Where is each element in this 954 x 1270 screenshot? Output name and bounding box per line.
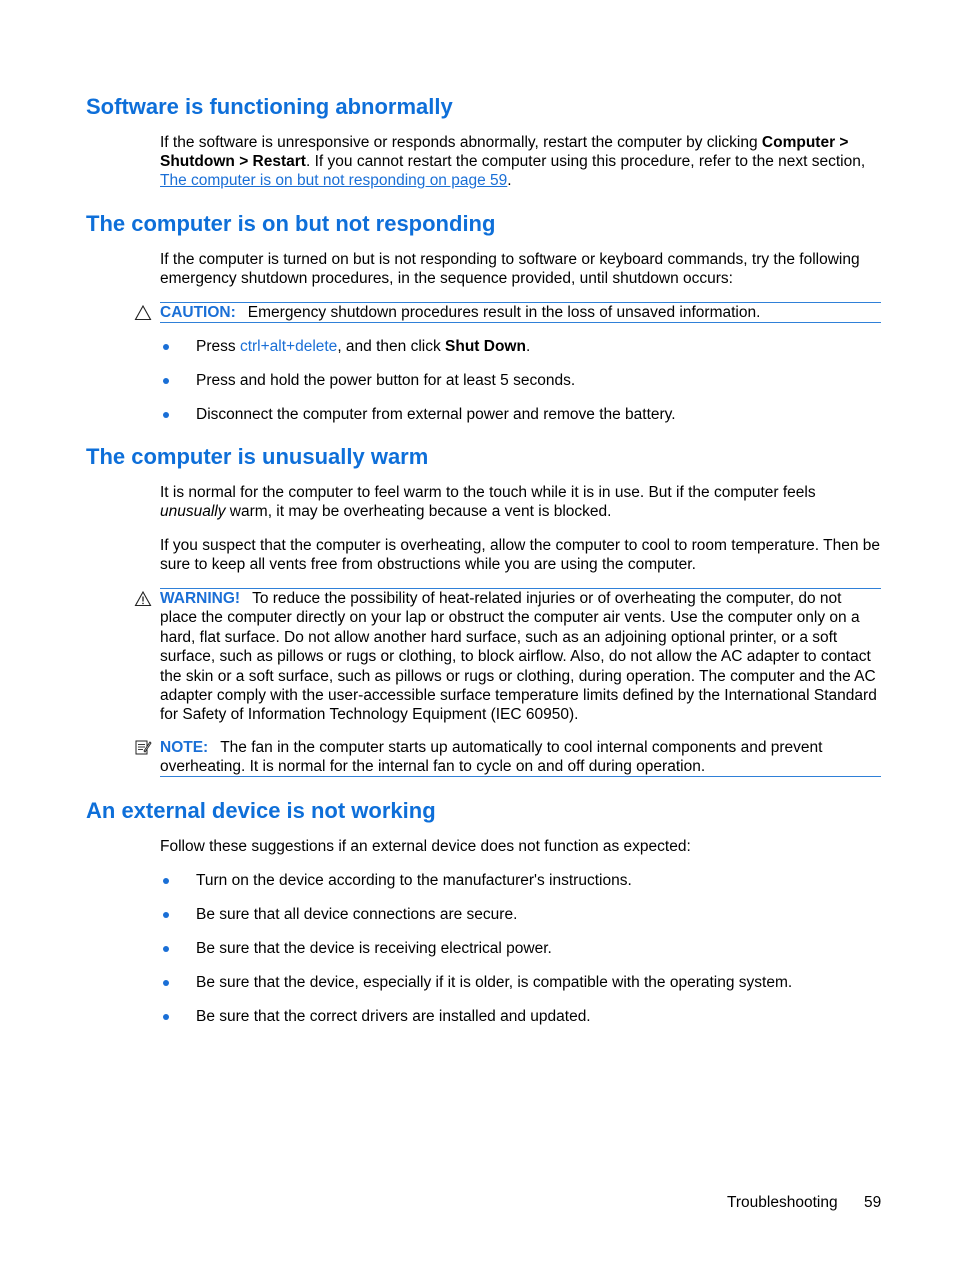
footer-page-number: 59 bbox=[864, 1194, 882, 1211]
external-device-list bbox=[160, 871, 884, 1041]
note-content bbox=[160, 738, 881, 777]
warm-paragraph-1 bbox=[160, 483, 884, 521]
ctrl-alt-delete-keys: ctrl+alt+delete bbox=[239, 338, 338, 355]
caution-text: Emergency shutdown procedures result in the loss of unsaved information. bbox=[247, 304, 761, 321]
list-item bbox=[160, 871, 884, 890]
bullet-text-a: Press bbox=[196, 338, 240, 355]
note-notice bbox=[160, 738, 881, 777]
software-text-a: If the software is unresponsive or responds abnormally, restart the computer by clicking bbox=[160, 134, 762, 151]
bullet-dot-icon bbox=[163, 344, 169, 350]
bullet-text: Be sure that all device connections are secure. bbox=[196, 906, 518, 923]
external-intro: Follow these suggestions if an external device does not function as expected: bbox=[160, 838, 691, 855]
bullet-dot-icon bbox=[163, 412, 169, 418]
bullet-text: Disconnect the computer from external power and remove the battery. bbox=[196, 406, 676, 423]
warning-notice bbox=[160, 588, 881, 728]
bullet-dot-icon bbox=[163, 1014, 169, 1020]
warning-label: WARNING! bbox=[160, 590, 241, 607]
bullet-text: Be sure that the device is receiving electrical power. bbox=[196, 940, 552, 957]
note-pad-icon bbox=[134, 738, 152, 756]
bullet-dot-icon bbox=[163, 878, 169, 884]
note-text: The fan in the computer starts up automatically to cool internal components and prevent overheating. It is normal for the internal fan to cycle on and off during operation. bbox=[160, 739, 823, 776]
bullet-text-end: . bbox=[525, 338, 531, 355]
shut-down-command: Shut Down bbox=[445, 338, 526, 355]
warm-text-b: warm, it may be overheating because a vent is blocked. bbox=[225, 503, 612, 521]
note-label: NOTE: bbox=[160, 739, 209, 756]
heading-external-device: An external device is not working bbox=[86, 798, 436, 823]
caution-triangle-icon bbox=[134, 304, 152, 322]
list-item bbox=[160, 939, 884, 958]
software-menu-path: Computer > Shutdown > Restart bbox=[160, 134, 849, 171]
bullet-text: Press and hold the power button for at least 5 seconds. bbox=[196, 372, 576, 389]
caution-notice bbox=[160, 302, 881, 323]
bullet-text-b: , and then click bbox=[337, 338, 446, 355]
caution-rule-bottom bbox=[160, 322, 881, 323]
list-item bbox=[160, 371, 884, 390]
warm-text-a: It is normal for the computer to feel warm to the touch while it is in use. But if the computer feels bbox=[160, 484, 816, 501]
heading-unusually-warm: The computer is unusually warm bbox=[86, 444, 429, 469]
bullet-text: Be sure that the device, especially if it is older, is compatible with the operating system. bbox=[196, 974, 793, 991]
warm-paragraph-2: If you suspect that the computer is overheating, allow the computer to cool to room temperature. Then be sure to keep all vents free from obstructions while you are using the computer. bbox=[160, 537, 880, 574]
bullet-dot-icon bbox=[163, 980, 169, 986]
bullet-text: Turn on the device according to the manufacturer's instructions. bbox=[196, 872, 632, 889]
bullet-dot-icon bbox=[163, 912, 169, 918]
not-responding-intro: If the computer is turned on but is not responding to software or keyboard commands, try the following emergency shutdown procedures, in the sequence provided, until shutdown occurs: bbox=[160, 251, 860, 288]
list-item bbox=[160, 337, 884, 356]
warning-triangle-icon bbox=[134, 590, 152, 608]
list-item bbox=[160, 405, 884, 424]
list-item bbox=[160, 905, 884, 924]
software-text-end: . bbox=[507, 172, 512, 190]
caution-label: CAUTION: bbox=[160, 304, 236, 321]
warning-content bbox=[160, 589, 881, 725]
note-rule-bottom bbox=[160, 776, 881, 777]
bullet-text: Be sure that the correct drivers are installed and updated. bbox=[196, 1008, 591, 1025]
list-item bbox=[160, 1007, 884, 1026]
footer-chapter: Troubleshooting bbox=[727, 1194, 838, 1211]
list-item bbox=[160, 973, 884, 992]
caution-content bbox=[160, 303, 760, 322]
bullet-dot-icon bbox=[163, 378, 169, 384]
not-responding-link[interactable]: The computer is on but not responding on page 59 bbox=[160, 172, 508, 190]
heading-software-abnormal: Software is functioning abnormally bbox=[86, 94, 453, 119]
software-paragraph bbox=[160, 133, 884, 191]
warning-text: To reduce the possibility of heat-related injuries or of overheating the computer, do not place the computer directly on your lap or obstruct the computer air vents. Use the computer only on a hard, flat surface. Do not allow another hard surface, such as an adjoining optional printer, or a soft surface, such as pillows or rugs or clothing, to block airflow. Also, do not allow the AC adapter to contact the skin or a soft surface, such as pillows or rugs or clothing, during operation. The computer and the AC adapter comply with the user-accessible surface temperature limits defined by the International Standard for Safety of Information Technology Equipment (IEC 60950). bbox=[160, 590, 877, 724]
warm-emphasis: unusually bbox=[160, 503, 226, 521]
software-text-b: . If you cannot restart the computer using this procedure, refer to the next section, bbox=[305, 153, 866, 171]
heading-not-responding: The computer is on but not responding bbox=[86, 211, 496, 236]
shutdown-procedure-list bbox=[160, 337, 884, 439]
bullet-dot-icon bbox=[163, 946, 169, 952]
